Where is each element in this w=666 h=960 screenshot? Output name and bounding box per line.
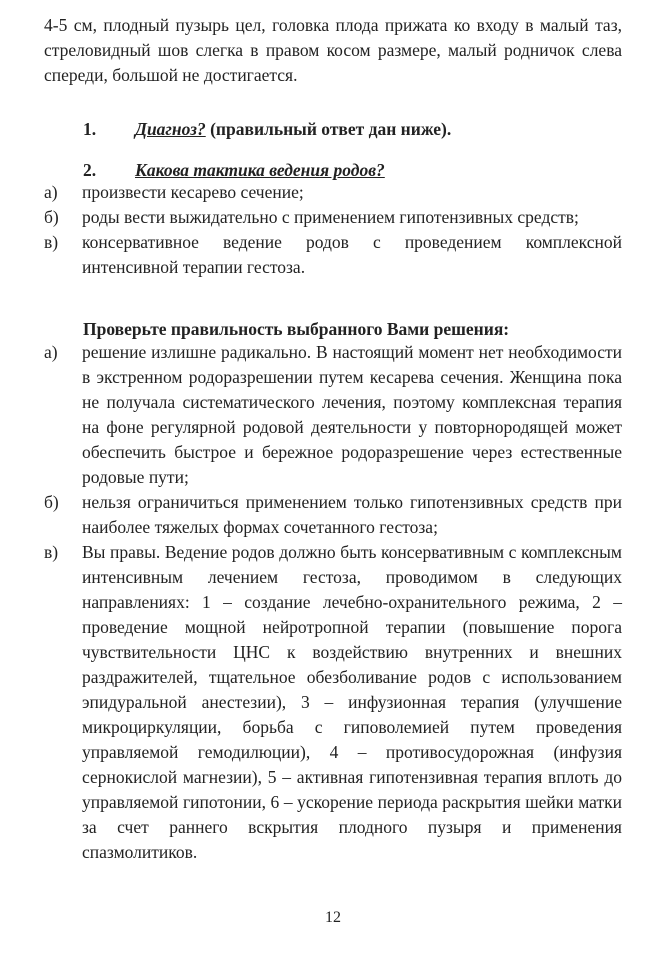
question-1	[83, 117, 451, 142]
answer-letter: а)	[44, 342, 58, 362]
option-text: роды вести выжидательно с применением гипотензивных средств;	[82, 207, 579, 227]
intro-paragraph: 4-5 см, плодный пузырь цел, головка плода прижата ко входу в малый таз, стреловидный шов слегка в правом косом размере, малый родничок слева спереди, большой не достигается.	[44, 15, 622, 85]
answer-text: нельзя ограничиться применением только гипотензивных средств при наиболее тяжелых формах сочетанного гестоза;	[82, 492, 622, 537]
question-1-title: Диагноз?	[135, 119, 206, 139]
answer-b	[44, 490, 622, 540]
option-letter: в)	[44, 232, 59, 252]
option-letter: а)	[44, 182, 58, 202]
option-c	[44, 230, 622, 280]
answer-text: решение излишне радикально. В настоящий момент нет необходимости в экстренном родоразрешении путем кесарева сечения. Женщина пока не получала систематического лечения, поэтому комплексная терапия на фоне регулярной родовой деятельности у повторнородящей может обеспечить быстрое и бережное родоразрешение через естественные родовые пути;	[82, 342, 622, 487]
option-letter: б)	[44, 207, 59, 227]
answers-list	[44, 340, 622, 865]
answer-letter: б)	[44, 492, 59, 512]
question-1-note: (правильный ответ дан ниже).	[205, 119, 452, 139]
question-2-number: 2.	[83, 160, 97, 180]
option-a	[44, 180, 622, 205]
answer-a	[44, 340, 622, 490]
option-b	[44, 205, 622, 230]
answer-text: Вы правы. Ведение родов должно быть консервативным с комплексным интенсивным лечением гестоза, проводимом в следующих направлениях: 1 – создание лечебно-охранительного режима, 2 – проведение мощной нейротропной терапии (повышение порога чувствительности ЦНС к воздействию внутренних и внешних раздражителей, тщательное обезболивание родов с использованием эпидуральной анестезии), 3 – инфузионная терапия (улучшение микроциркуляции, борьба с гиповолемией путем проведения управляемой гемодилюции), 4 – противосудорожная (инфузия сернокислой магнезии), 5 – активная гипотензивная терапия вплоть до управляемой гипотонии, 6 – ускорение периода раскрытия шейки матки за счет раннего вскрытия плодного пузыря и применения спазмолитиков.	[82, 542, 622, 862]
option-text: консервативное ведение родов с проведением комплексной интенсивной терапии гестоза.	[82, 232, 622, 277]
answer-c	[44, 540, 622, 865]
page-number: 12	[325, 909, 341, 926]
question-1-number: 1.	[83, 119, 97, 139]
options-list	[44, 180, 622, 280]
option-text: произвести кесарево сечение;	[82, 182, 304, 202]
question-2-title: Какова тактика ведения родов?	[135, 160, 385, 180]
answer-letter: в)	[44, 542, 59, 562]
check-heading: Проверьте правильность выбранного Вами решения:	[83, 319, 510, 339]
